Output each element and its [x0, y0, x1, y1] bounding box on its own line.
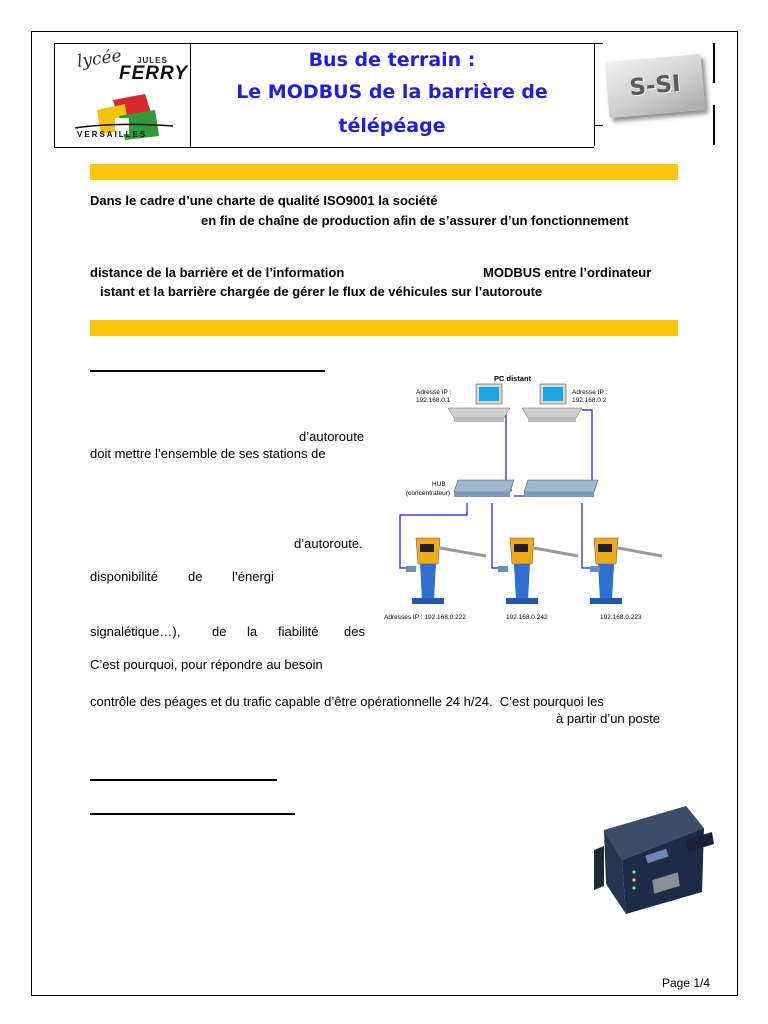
logo-lycee-text: lycée — [75, 45, 123, 73]
network-diagram — [382, 368, 682, 630]
pc-1-ip-label: Adresse IP : — [416, 389, 452, 396]
document-title — [190, 43, 594, 148]
body-line-1: d’autoroute — [299, 429, 365, 444]
hub-sublabel: (concentrateur) — [406, 490, 451, 497]
barrier-1-ip: Adresses IP : 192.168.0.222 — [384, 614, 466, 621]
pc-distant-label: PC distant — [494, 374, 532, 383]
body-line-5a: signalétique…), — [90, 624, 181, 639]
barrier-2-ip: 192.168.0.242 — [506, 614, 548, 621]
logo-jules-text: JULES — [137, 56, 168, 65]
pc-2-ip-label: Adresse IP : — [572, 389, 608, 396]
highlight-bar-top — [90, 164, 678, 180]
intro-line-3b: MODBUS entre l’ordinateur — [483, 265, 652, 280]
body-line-5d: fiabilité — [278, 624, 319, 639]
body-line-8: à partir d’un poste — [556, 711, 661, 726]
intro-line-4: istant et la barrière chargée de gérer le flux de véhicules sur l’autoroute — [100, 284, 543, 299]
barrier-3-ip: 192.168.0.223 — [600, 614, 642, 621]
body-line-5c: la — [247, 624, 258, 639]
school-logo — [54, 43, 191, 148]
logo-city-text: VERSAILLES — [77, 130, 148, 139]
hub-icon — [454, 480, 598, 497]
intro-line-1: Dans le cadre d’une charte de qualité ISO9001 la société — [90, 193, 438, 208]
body-line-4b: de — [188, 569, 203, 584]
highlight-bar-bottom — [90, 320, 678, 336]
body-line-2: doit mettre l’ensemble de ses stations de — [90, 446, 326, 461]
body-line-5b: de — [212, 624, 227, 639]
barrier-2-icon — [498, 538, 578, 604]
heading-underline-1 — [90, 370, 325, 372]
intro-line-2: en fin de chaîne de production afin de s’assurer d’un fonctionnement — [201, 213, 629, 228]
pc-1-icon — [448, 384, 510, 422]
title-line-2: Le MODBUS de la barrière de — [236, 81, 548, 103]
pc-2-ip: 192.168.0.2 — [572, 397, 607, 404]
pc-1-ip: 192.168.0.1 — [416, 397, 451, 404]
logo-ferry-text: FERRY — [119, 63, 189, 84]
page-number: Page 1/4 — [662, 976, 711, 990]
body-line-4a: disponibilité — [90, 569, 158, 584]
intro-line-3a: distance de la barrière et de l’information — [90, 265, 345, 280]
body-line-3: d’autoroute. — [294, 536, 363, 551]
nport-device-image — [590, 800, 718, 916]
title-line-1: Bus de terrain : — [308, 49, 476, 71]
barrier-1-icon — [406, 538, 486, 604]
heading-underline-2 — [90, 779, 277, 781]
body-line-6: C’est pourquoi, pour répondre au besoin — [90, 657, 323, 672]
heading-underline-3 — [90, 813, 295, 815]
body-line-4c: l’énergi — [232, 569, 274, 584]
body-line-7: contrôle des péages et du trafic capable d’être opérationnelle 24 h/24. C’est pourquoi les — [90, 694, 604, 709]
body-line-5e: des — [344, 624, 365, 639]
barrier-3-icon — [590, 538, 662, 604]
title-line-3: télépéage — [338, 115, 446, 137]
hub-label: HUB — [432, 481, 446, 488]
badge-cell — [594, 43, 715, 146]
ssi-badge: S-SI — [605, 54, 706, 118]
